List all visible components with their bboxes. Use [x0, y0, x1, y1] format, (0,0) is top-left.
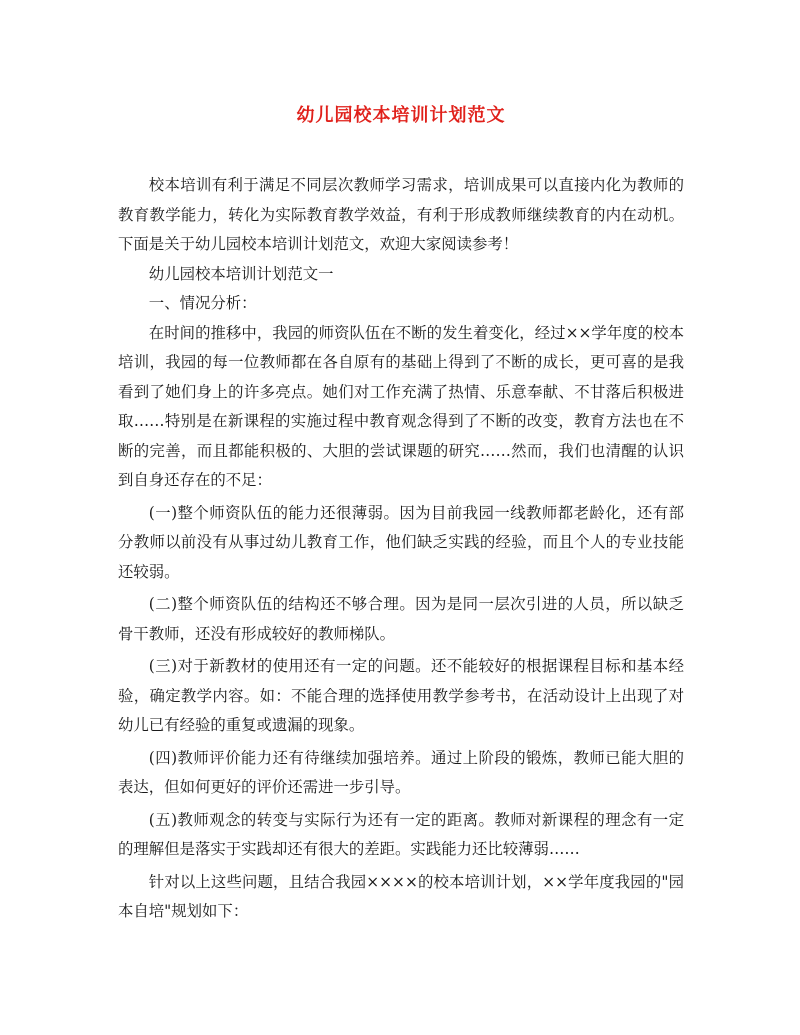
paragraph-item-4: (四)教师评价能力还有待继续加强培养。通过上阶段的锻炼，教师已能大胆的表达，但如何更好的评价还需进一步引导。 [118, 748, 684, 796]
paragraph-situation: 在时间的推移中，我园的师资队伍在不断的发生着变化，经过××学年度的校本培训，我园的每一位教师都在各自原有的基础上得到了不断的成长，更可喜的是我看到了她们身上的许多亮点。她们对工作充满了热情、乐意奉献、不甘落后积极进取……特别是在新课程的实施过程中教育观念得到了不断的改变，教育方法也在不断的完善，而且都能积极的、大胆的尝试课题的研究……然而，我们也清醒的认识到自身还存在的不足： [118, 323, 684, 489]
document-body [118, 171, 684, 927]
paragraph-item-1: (一)整个师资队伍的能力还很薄弱。因为目前我园一线教师都老龄化，还有部分教师以前没有从事过幼儿教育工作，他们缺乏实践的经验，而且个人的专业技能还较弱。 [118, 503, 684, 581]
paragraph-subtitle: 幼儿园校本培训计划范文一 [148, 264, 334, 283]
paragraph-item-2: (二)整个师资队伍的结构还不够合理。因为是同一层次引进的人员，所以缺乏骨干教师，还没有形成较好的教师梯队。 [118, 595, 684, 643]
paragraph-section-heading: 一、情况分析： [148, 294, 257, 312]
paragraph-item-3: (三)对于新教材的使用还有一定的问题。还不能较好的根据课程目标和基本经验，确定教学内容。如：不能合理的选择使用教学参考书，在活动设计上出现了对幼儿已有经验的重复或遗漏的现象。 [118, 657, 684, 734]
paragraph-plan: 针对以上这些问题，且结合我园××××的校本培训计划，××学年度我园的"园本自培"规划如下： [118, 872, 684, 920]
paragraph-item-5: (五)教师观念的转变与实际行为还有一定的距离。教师对新课程的理念有一定的理解但是落实于实践却还有很大的差距。实践能力还比较薄弱…… [118, 810, 684, 858]
paragraph-intro: 校本培训有利于满足不同层次教师学习需求，培训成果可以直接内化为教师的教育教学能力，转化为实际教育教学效益，有利于形成教师继续教育的内在动机。下面是关于幼儿园校本培训计划范文，欢迎大家阅读参考！ [118, 176, 684, 253]
document-title: 幼儿园校本培训计划范文 [296, 105, 506, 126]
